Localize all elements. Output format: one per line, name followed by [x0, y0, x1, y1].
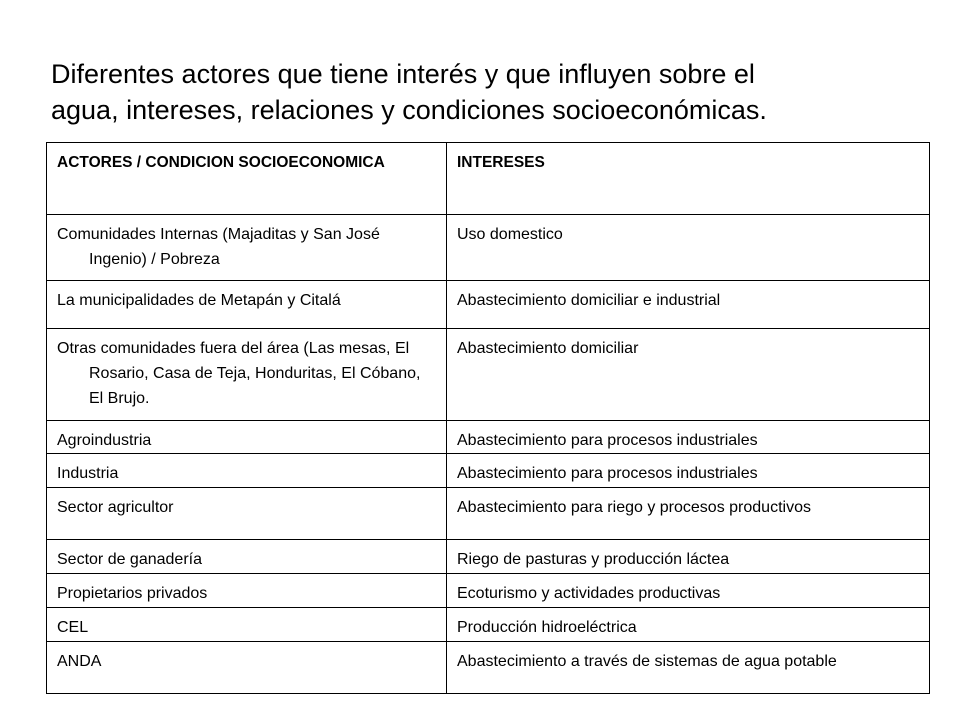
interest-cell: Uso domestico — [447, 215, 930, 281]
interest-cell: Ecoturismo y actividades productivas — [447, 574, 930, 608]
interest-cell: Abastecimiento domiciliar — [447, 329, 930, 421]
header-actors: ACTORES / CONDICION SOCIOECONOMICA — [47, 143, 447, 215]
table-row — [47, 488, 930, 540]
table-row — [47, 574, 930, 608]
actor-cell: ANDA — [47, 642, 447, 694]
table-row — [47, 540, 930, 574]
actor-cell: Comunidades Internas (Majaditas y San José Ingenio) / Pobreza — [47, 215, 447, 281]
table-row — [47, 329, 930, 421]
interest-cell: Riego de pasturas y producción láctea — [447, 540, 930, 574]
table-row — [47, 215, 930, 281]
title-line-2: agua, intereses, relaciones y condiciones socioeconómicas. — [51, 95, 767, 125]
actor-cell: Otras comunidades fuera del área (Las mesas, El Rosario, Casa de Teja, Honduritas, El Cóbano, El Brujo. — [47, 329, 447, 421]
interest-cell: Abastecimiento a través de sistemas de agua potable — [447, 642, 930, 694]
actor-cell: Propietarios privados — [47, 574, 447, 608]
table-row — [47, 608, 930, 642]
table-row — [47, 454, 930, 488]
actors-interests-table — [46, 142, 930, 694]
title-line-1: Diferentes actores que tiene interés y que influyen sobre el — [51, 59, 755, 89]
table-row — [47, 421, 930, 454]
actor-cell: Sector agricultor — [47, 488, 447, 540]
table-row — [47, 281, 930, 329]
actor-cell: CEL — [47, 608, 447, 642]
interest-cell: Abastecimiento domiciliar e industrial — [447, 281, 930, 329]
interest-cell: Abastecimiento para procesos industriales — [447, 421, 930, 454]
slide-title — [51, 56, 931, 128]
actor-cell: Agroindustria — [47, 421, 447, 454]
interest-cell: Abastecimiento para procesos industriales — [447, 454, 930, 488]
actor-cell: La municipalidades de Metapán y Citalá — [47, 281, 447, 329]
interest-cell: Abastecimiento para riego y procesos productivos — [447, 488, 930, 540]
header-interests: INTERESES — [447, 143, 930, 215]
table-row — [47, 642, 930, 694]
actor-cell: Sector de ganadería — [47, 540, 447, 574]
interest-cell: Producción hidroeléctrica — [447, 608, 930, 642]
actor-cell: Industria — [47, 454, 447, 488]
table-header-row — [47, 143, 930, 215]
